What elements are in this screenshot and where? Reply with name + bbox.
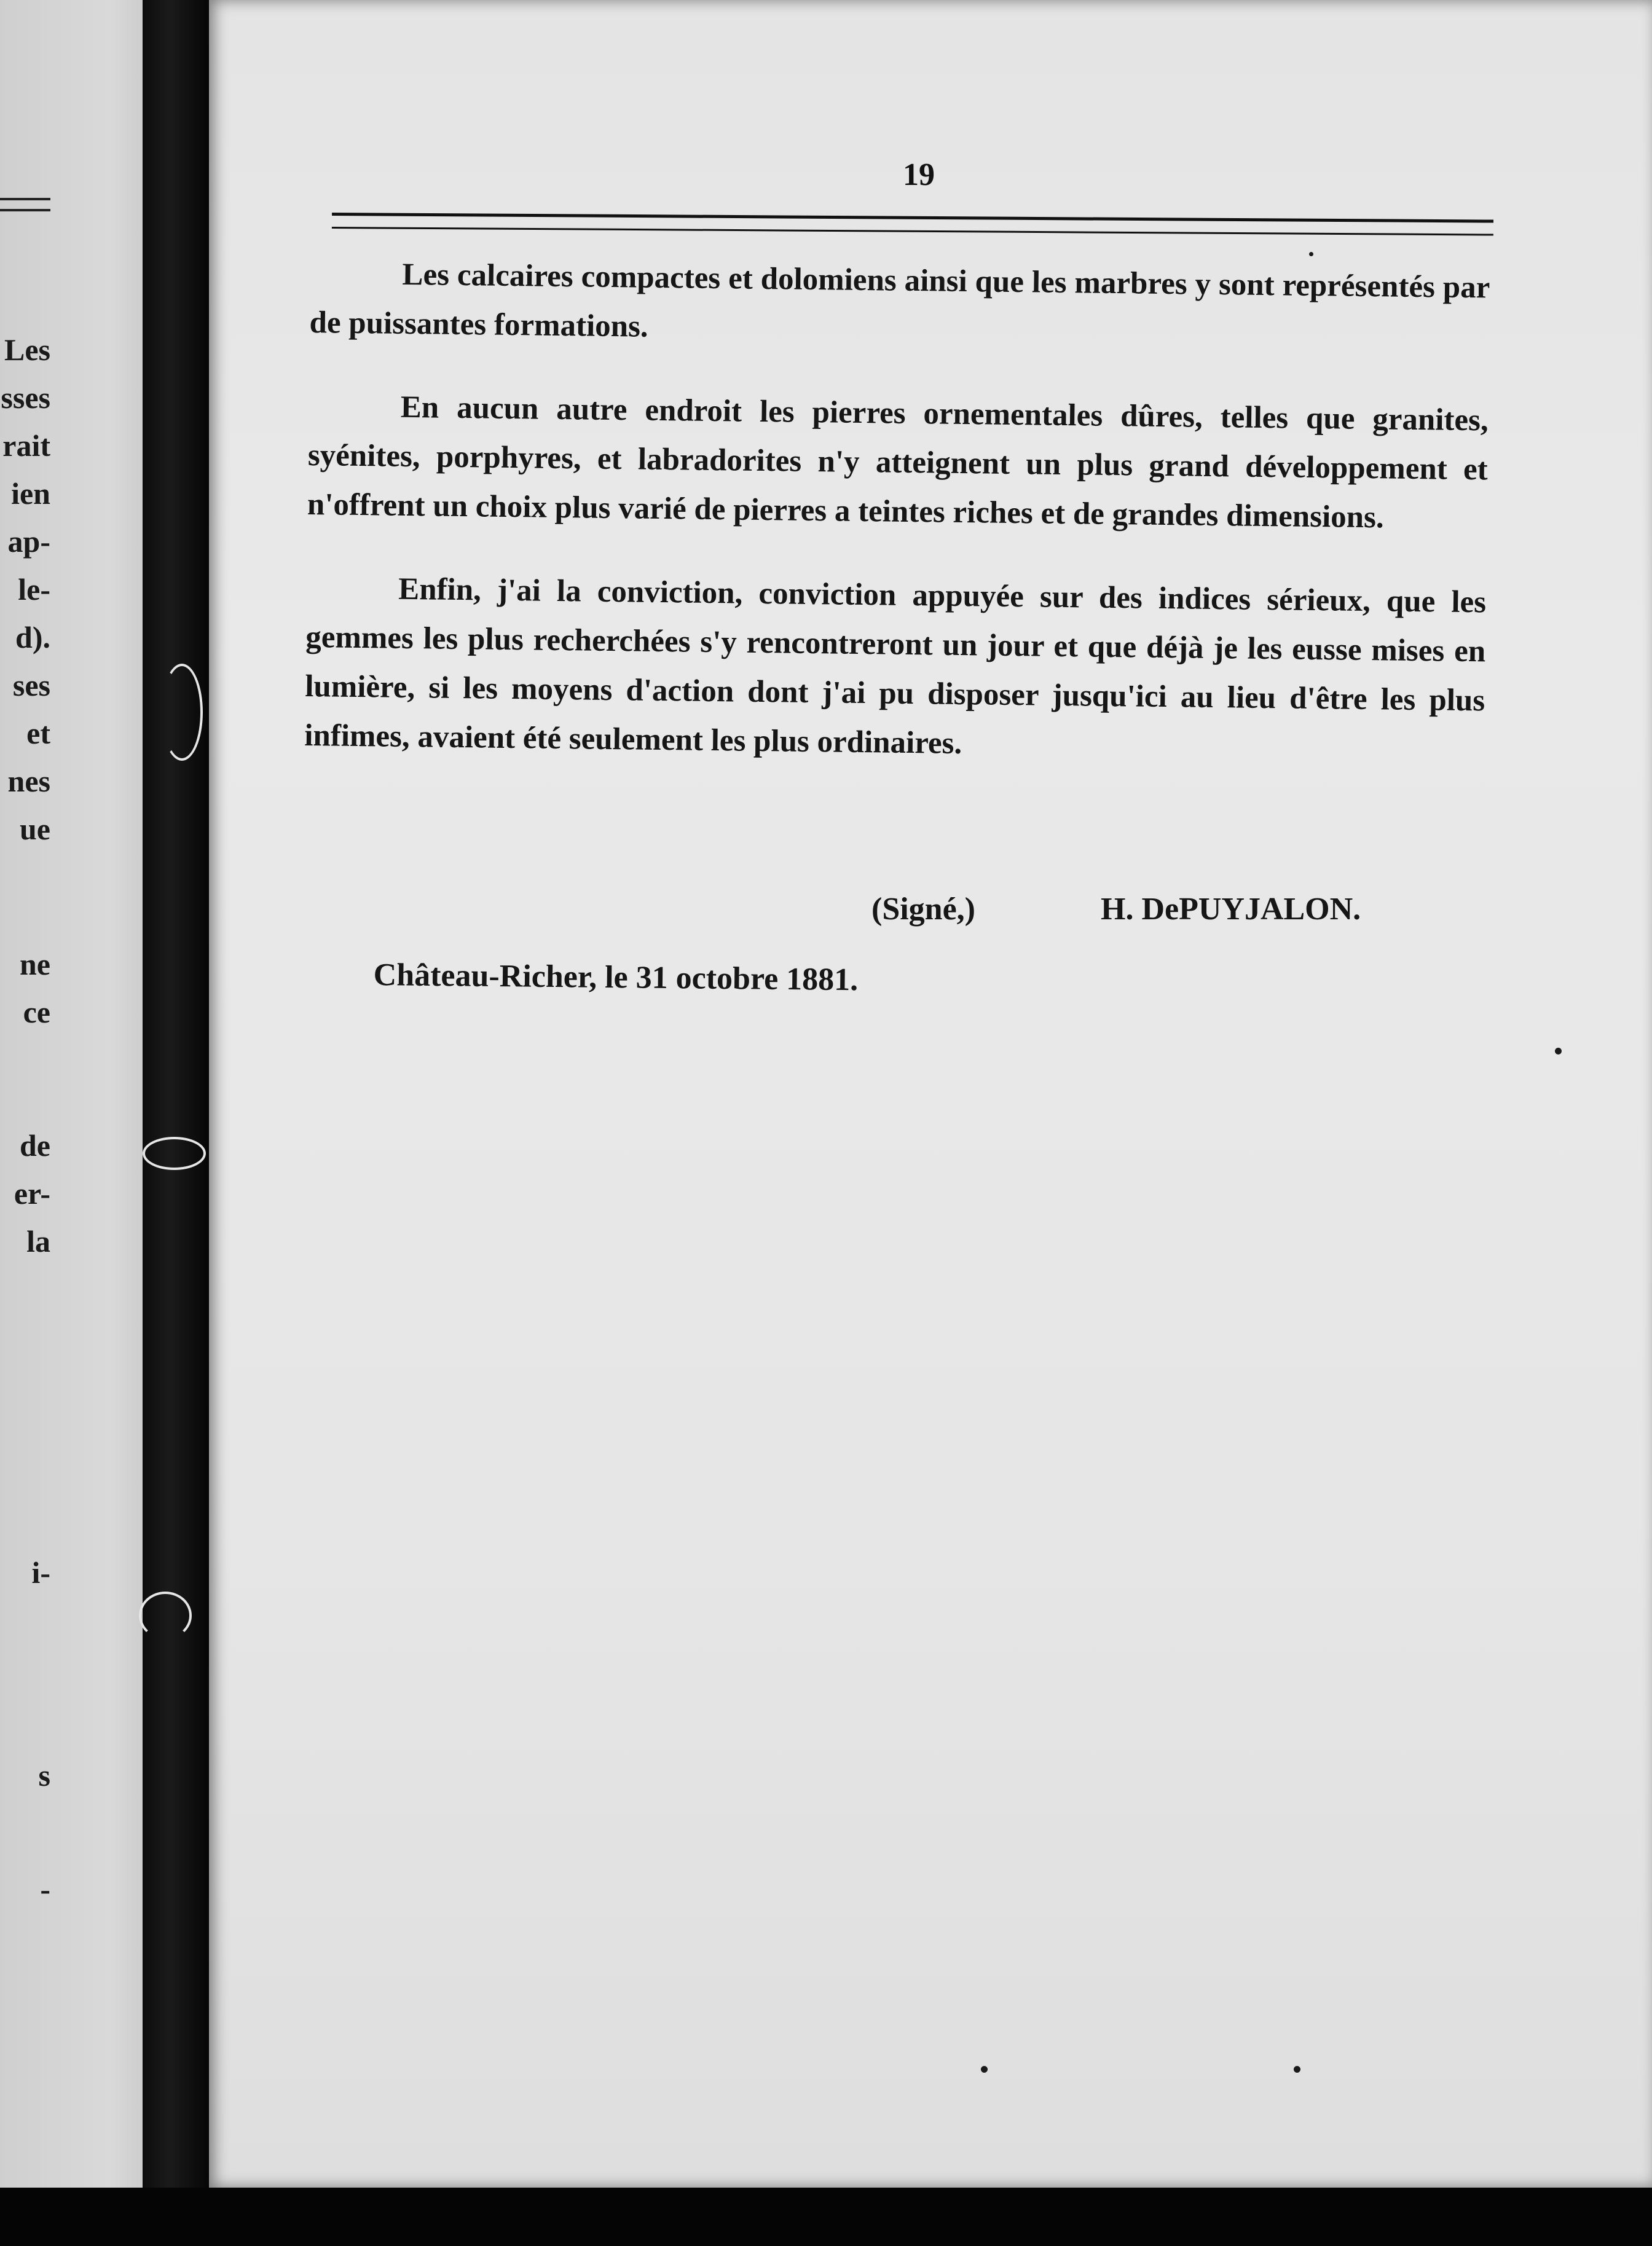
page-number: 19 [903, 157, 935, 192]
previous-page-fragment: i- [31, 1555, 50, 1590]
paragraph: En aucun autre endroit les pierres ornementales dûres, telles que granites, syénites, porphyres, et labradorites n'y atteignent un plus grand développement et n'offrent un choix plus varié de pierres a teintes riches et de grandes dimensions. [307, 390, 1489, 535]
previous-page-fragment: nes [7, 764, 50, 798]
place-and-date: Château-Richer, le 31 octobre 1881. [373, 957, 859, 998]
previous-page-fragment: sses [1, 380, 50, 415]
previous-page-header-rule [0, 198, 50, 211]
previous-page-fragment: ue [20, 812, 50, 846]
previous-page-fragment: - [40, 1872, 50, 1906]
previous-page-fragment: et [26, 716, 50, 750]
paragraph: Les calcaires compactes et dolomiens ainsi que les marbres y sont représentés par de puissantes formations. [309, 257, 1490, 344]
previous-page-fragment: s [38, 1758, 50, 1792]
paragraph: Enfin, j'ai la conviction, conviction appuyée sur des indices sérieux, que les gemmes les plus recherchées s'y rencontreront un jour et que déjà je les eusse mises en lumière, si les moyens d'action dont j'ai pu disposer jusqu'ici au lieu d'être les plus infimes, avaient été seulement les plus ordinaires. [304, 571, 1487, 761]
previous-page-fragment: Les [4, 332, 50, 367]
book-binding-gutter [143, 0, 210, 2246]
signatory-name: H. DePUYJALON. [1101, 892, 1361, 927]
previous-page-fragment: er- [14, 1176, 50, 1211]
signed-label: (Signé,) [871, 892, 975, 927]
previous-page-fragment: ien [11, 476, 50, 511]
binding-thread [161, 664, 203, 761]
previous-page-fragment: ce [23, 995, 50, 1029]
signature-line [871, 891, 1486, 927]
binding-thread [143, 1137, 206, 1170]
previous-page-fragment: ne [20, 947, 50, 981]
previous-page-fragment: de [20, 1128, 50, 1163]
previous-page-fragment: rait [2, 428, 50, 463]
previous-page-fragment: d). [15, 620, 50, 654]
paper-speck [1309, 252, 1313, 256]
body-text [304, 249, 1490, 809]
paper-speck [1555, 1048, 1562, 1054]
paper-speck [981, 2066, 988, 2073]
previous-page-fragment: ses [12, 668, 50, 702]
scan-bottom-edge [0, 2188, 1652, 2246]
paper-speck [1294, 2066, 1300, 2073]
previous-page-fragment: la [26, 1224, 50, 1258]
binding-thread [139, 1592, 192, 1639]
previous-page-fragment: le- [18, 572, 50, 607]
previous-page-fragment: ap- [7, 524, 50, 559]
